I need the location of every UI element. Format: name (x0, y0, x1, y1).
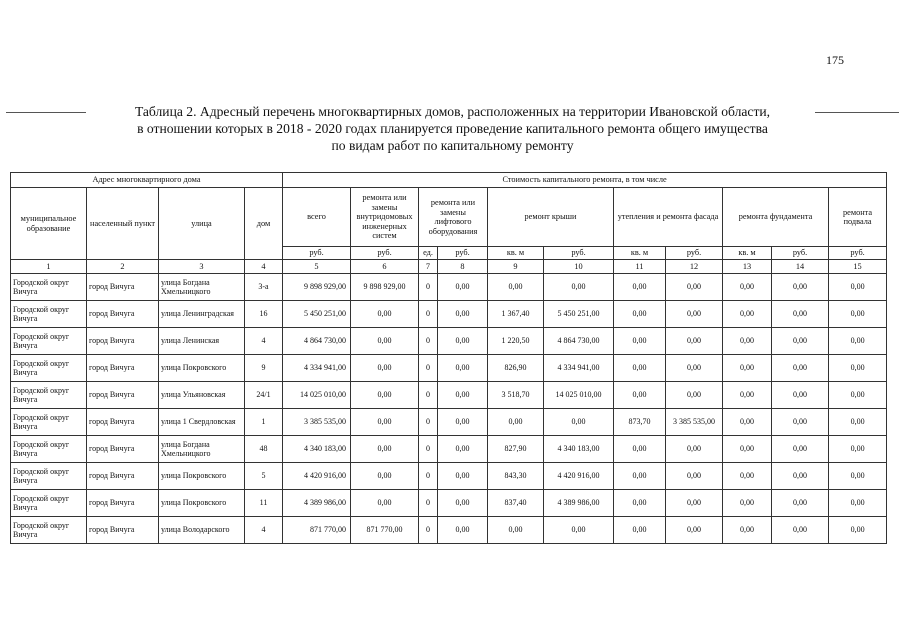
cell-total: 3 385 535,00 (283, 409, 351, 436)
cell-elevator-count: 0 (419, 490, 438, 517)
cell-roof-cost: 5 450 251,00 (544, 301, 614, 328)
cell-facade-cost: 0,00 (666, 382, 723, 409)
unit-cell: руб. (829, 247, 887, 260)
cell-facade-cost: 0,00 (666, 274, 723, 301)
cell-total: 4 389 986,00 (283, 490, 351, 517)
cell-municipality: Городской округ Вичуга (11, 382, 87, 409)
unit-cell: кв. м (488, 247, 544, 260)
cell-house: 16 (245, 301, 283, 328)
table-row (11, 328, 887, 355)
unit-cell: руб. (666, 247, 723, 260)
column-number: 14 (772, 260, 829, 274)
cell-foundation-cost: 0,00 (772, 517, 829, 544)
unit-cell: ед. (419, 247, 438, 260)
table-row (11, 490, 887, 517)
cell-foundation-cost: 0,00 (772, 274, 829, 301)
cell-municipality: Городской округ Вичуга (11, 274, 87, 301)
cell-total: 4 340 183,00 (283, 436, 351, 463)
cell-facade-cost: 0,00 (666, 436, 723, 463)
cell-elevator-count: 0 (419, 355, 438, 382)
cell-foundation-area: 0,00 (723, 517, 772, 544)
cell-elevator-cost: 0,00 (438, 436, 488, 463)
cell-facade-area: 0,00 (614, 463, 666, 490)
cell-foundation-area: 0,00 (723, 301, 772, 328)
cell-foundation-cost: 0,00 (772, 301, 829, 328)
cell-basement-cost: 0,00 (829, 274, 887, 301)
cell-engineering: 0,00 (351, 355, 419, 382)
column-number: 11 (614, 260, 666, 274)
header-street: улица (159, 188, 245, 260)
cell-total: 871 770,00 (283, 517, 351, 544)
column-number: 9 (488, 260, 544, 274)
cell-basement-cost: 0,00 (829, 409, 887, 436)
cell-roof-cost: 4 340 183,00 (544, 436, 614, 463)
cell-street: улица Ленинская (159, 328, 245, 355)
cell-foundation-area: 0,00 (723, 382, 772, 409)
header-basement: ремонта подвала (829, 188, 887, 247)
cell-elevator-cost: 0,00 (438, 328, 488, 355)
cell-foundation-area: 0,00 (723, 463, 772, 490)
unit-cell: руб. (772, 247, 829, 260)
cell-elevator-cost: 0,00 (438, 301, 488, 328)
unit-cell: руб. (283, 247, 351, 260)
cell-foundation-cost: 0,00 (772, 328, 829, 355)
cell-facade-area: 0,00 (614, 328, 666, 355)
cell-facade-area: 0,00 (614, 274, 666, 301)
cell-roof-area: 1 367,40 (488, 301, 544, 328)
cell-engineering: 0,00 (351, 436, 419, 463)
cell-roof-area: 0,00 (488, 517, 544, 544)
cell-basement-cost: 0,00 (829, 382, 887, 409)
cell-street: улица 1 Свердловская (159, 409, 245, 436)
column-number: 3 (159, 260, 245, 274)
cell-roof-cost: 4 389 986,00 (544, 490, 614, 517)
unit-cell: руб. (438, 247, 488, 260)
cell-municipality: Городской округ Вичуга (11, 301, 87, 328)
cell-house: 1 (245, 409, 283, 436)
cell-elevator-count: 0 (419, 409, 438, 436)
cell-house: 5 (245, 463, 283, 490)
cell-foundation-cost: 0,00 (772, 436, 829, 463)
page-number: 175 (826, 53, 844, 67)
title-line: по видам работ по капитальному ремонту (331, 138, 574, 153)
cell-total: 4 334 941,00 (283, 355, 351, 382)
cell-street: улица Покровского (159, 355, 245, 382)
cell-locality: город Вичуга (87, 382, 159, 409)
header-foundation: ремонта фундамента (723, 188, 829, 247)
cell-basement-cost: 0,00 (829, 517, 887, 544)
cell-elevator-cost: 0,00 (438, 274, 488, 301)
cell-foundation-area: 0,00 (723, 355, 772, 382)
unit-cell: руб. (351, 247, 419, 260)
cell-elevator-cost: 0,00 (438, 409, 488, 436)
cell-elevator-cost: 0,00 (438, 463, 488, 490)
cell-engineering: 0,00 (351, 301, 419, 328)
unit-cell: кв. м (614, 247, 666, 260)
header-elevator: ремонта или замены лифтового оборудования (419, 188, 488, 247)
cell-roof-area: 3 518,70 (488, 382, 544, 409)
cell-elevator-cost: 0,00 (438, 355, 488, 382)
cell-total: 9 898 929,00 (283, 274, 351, 301)
cell-house: 3-а (245, 274, 283, 301)
column-number: 6 (351, 260, 419, 274)
cell-municipality: Городской округ Вичуга (11, 517, 87, 544)
cell-foundation-area: 0,00 (723, 490, 772, 517)
cell-elevator-cost: 0,00 (438, 382, 488, 409)
cell-engineering: 0,00 (351, 409, 419, 436)
header-facade: утепления и ремонта фасада (614, 188, 723, 247)
column-number: 7 (419, 260, 438, 274)
column-number: 1 (11, 260, 87, 274)
cell-street: улица Володарского (159, 517, 245, 544)
cell-roof-area: 827,90 (488, 436, 544, 463)
cell-facade-cost: 0,00 (666, 355, 723, 382)
cell-facade-cost: 3 385 535,00 (666, 409, 723, 436)
cell-total: 5 450 251,00 (283, 301, 351, 328)
cell-locality: город Вичуга (87, 436, 159, 463)
cell-locality: город Вичуга (87, 490, 159, 517)
column-number: 4 (245, 260, 283, 274)
column-number: 10 (544, 260, 614, 274)
cell-municipality: Городской округ Вичуга (11, 490, 87, 517)
cell-street: улица Покровского (159, 490, 245, 517)
cell-facade-cost: 0,00 (666, 490, 723, 517)
cell-facade-area: 0,00 (614, 436, 666, 463)
cell-roof-cost: 0,00 (544, 409, 614, 436)
cell-facade-cost: 0,00 (666, 301, 723, 328)
cell-foundation-cost: 0,00 (772, 382, 829, 409)
cell-elevator-count: 0 (419, 328, 438, 355)
cell-municipality: Городской округ Вичуга (11, 463, 87, 490)
cell-engineering: 0,00 (351, 382, 419, 409)
cell-total: 4 864 730,00 (283, 328, 351, 355)
cell-total: 4 420 916,00 (283, 463, 351, 490)
cell-roof-area: 1 220,50 (488, 328, 544, 355)
cell-roof-cost: 4 334 941,00 (544, 355, 614, 382)
cell-municipality: Городской округ Вичуга (11, 355, 87, 382)
cell-locality: город Вичуга (87, 463, 159, 490)
cell-engineering: 0,00 (351, 490, 419, 517)
header-house: дом (245, 188, 283, 260)
cell-facade-area: 0,00 (614, 517, 666, 544)
cell-municipality: Городской округ Вичуга (11, 409, 87, 436)
header-engineering: ремонта или замены внутридомовых инженерных систем (351, 188, 419, 247)
cell-facade-area: 873,70 (614, 409, 666, 436)
table-row (11, 301, 887, 328)
cell-engineering: 0,00 (351, 328, 419, 355)
cell-house: 11 (245, 490, 283, 517)
cell-elevator-count: 0 (419, 301, 438, 328)
column-number: 15 (829, 260, 887, 274)
cell-roof-area: 837,40 (488, 490, 544, 517)
cell-locality: город Вичуга (87, 517, 159, 544)
address-table (10, 172, 887, 544)
cell-facade-cost: 0,00 (666, 328, 723, 355)
cell-elevator-count: 0 (419, 463, 438, 490)
cell-roof-cost: 4 420 916,00 (544, 463, 614, 490)
cell-locality: город Вичуга (87, 409, 159, 436)
cell-facade-area: 0,00 (614, 355, 666, 382)
cell-municipality: Городской округ Вичуга (11, 328, 87, 355)
cell-facade-area: 0,00 (614, 382, 666, 409)
cell-locality: город Вичуга (87, 355, 159, 382)
cell-elevator-cost: 0,00 (438, 517, 488, 544)
cell-roof-cost: 0,00 (544, 274, 614, 301)
cell-elevator-count: 0 (419, 274, 438, 301)
cell-basement-cost: 0,00 (829, 463, 887, 490)
cell-foundation-area: 0,00 (723, 409, 772, 436)
cell-roof-cost: 4 864 730,00 (544, 328, 614, 355)
cell-elevator-count: 0 (419, 436, 438, 463)
title-line: в отношении которых в 2018 - 2020 годах планируется проведение капитального ремонта общего имущества (137, 121, 768, 136)
cell-foundation-cost: 0,00 (772, 490, 829, 517)
cell-roof-area: 0,00 (488, 274, 544, 301)
unit-cell: кв. м (723, 247, 772, 260)
header-total: всего (283, 188, 351, 247)
table-row (11, 355, 887, 382)
cell-roof-cost: 14 025 010,00 (544, 382, 614, 409)
cell-house: 24/1 (245, 382, 283, 409)
cell-basement-cost: 0,00 (829, 436, 887, 463)
cell-elevator-cost: 0,00 (438, 490, 488, 517)
cell-roof-area: 826,90 (488, 355, 544, 382)
column-number: 2 (87, 260, 159, 274)
cell-street: улица Покровского (159, 463, 245, 490)
cell-roof-area: 0,00 (488, 409, 544, 436)
cell-facade-cost: 0,00 (666, 463, 723, 490)
cell-foundation-cost: 0,00 (772, 463, 829, 490)
cell-house: 48 (245, 436, 283, 463)
column-number: 8 (438, 260, 488, 274)
cell-foundation-area: 0,00 (723, 436, 772, 463)
table-row (11, 517, 887, 544)
table-row (11, 382, 887, 409)
table-row (11, 409, 887, 436)
cell-foundation-cost: 0,00 (772, 409, 829, 436)
cell-house: 9 (245, 355, 283, 382)
table-row (11, 274, 887, 301)
unit-cell: руб. (544, 247, 614, 260)
cell-foundation-cost: 0,00 (772, 355, 829, 382)
table-title (70, 103, 835, 154)
cell-house: 4 (245, 517, 283, 544)
header-municipality: муниципальное образование (11, 188, 87, 260)
cell-engineering: 871 770,00 (351, 517, 419, 544)
cell-elevator-count: 0 (419, 382, 438, 409)
table-row (11, 436, 887, 463)
cell-total: 14 025 010,00 (283, 382, 351, 409)
header-locality: населенный пункт (87, 188, 159, 260)
cell-locality: город Вичуга (87, 274, 159, 301)
cell-locality: город Вичуга (87, 328, 159, 355)
cell-foundation-area: 0,00 (723, 274, 772, 301)
cell-basement-cost: 0,00 (829, 301, 887, 328)
cell-facade-cost: 0,00 (666, 517, 723, 544)
cell-street: улица Ульяновская (159, 382, 245, 409)
title-line: Таблица 2. Адресный перечень многоквартирных домов, расположенных на территории Ивановской области, (134, 104, 771, 119)
cell-elevator-count: 0 (419, 517, 438, 544)
cell-foundation-area: 0,00 (723, 328, 772, 355)
column-number: 12 (666, 260, 723, 274)
column-number: 13 (723, 260, 772, 274)
cell-roof-area: 843,30 (488, 463, 544, 490)
address-group-header: Адрес многоквартирного дома (11, 173, 283, 188)
cell-roof-cost: 0,00 (544, 517, 614, 544)
cell-facade-area: 0,00 (614, 301, 666, 328)
table-row (11, 463, 887, 490)
cell-basement-cost: 0,00 (829, 490, 887, 517)
cell-street: улица Богдана Хмельницкого (159, 436, 245, 463)
cell-basement-cost: 0,00 (829, 328, 887, 355)
header-roof: ремонт крыши (488, 188, 614, 247)
cell-engineering: 0,00 (351, 463, 419, 490)
cell-street: улица Богдана Хмельницкого (159, 274, 245, 301)
cell-engineering: 9 898 929,00 (351, 274, 419, 301)
cell-locality: город Вичуга (87, 301, 159, 328)
column-numbers-row (11, 260, 887, 274)
cell-basement-cost: 0,00 (829, 355, 887, 382)
cell-municipality: Городской округ Вичуга (11, 436, 87, 463)
cost-group-header: Стоимость капитального ремонта, в том числе (283, 173, 887, 188)
column-number: 5 (283, 260, 351, 274)
cell-facade-area: 0,00 (614, 490, 666, 517)
cell-street: улица Ленинградская (159, 301, 245, 328)
cell-house: 4 (245, 328, 283, 355)
